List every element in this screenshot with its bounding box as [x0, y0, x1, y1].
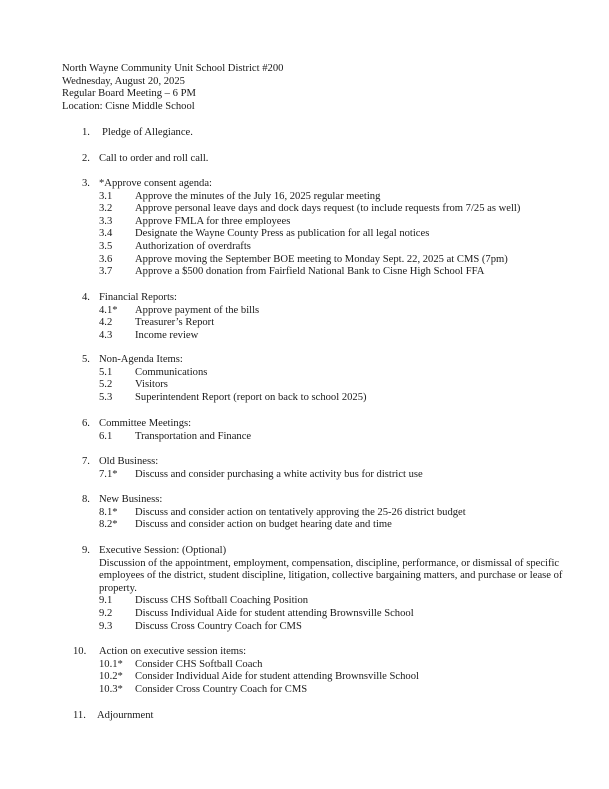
item-title: Committee Meetings: — [99, 418, 192, 429]
sub-item — [0, 228, 609, 241]
agenda-item-8 — [0, 494, 609, 532]
meeting-date: Wednesday, August 20, 2025 — [62, 75, 185, 87]
sub-item — [0, 684, 609, 697]
sub-item — [0, 191, 609, 204]
sub-item-number: 8.2* — [99, 519, 118, 531]
agenda-item-9 — [0, 545, 609, 633]
item-title: Executive Session: (Optional) — [99, 545, 227, 556]
sub-item — [0, 379, 609, 392]
item-title: *Approve consent agenda: — [99, 178, 212, 189]
sub-item-number: 4.2 — [99, 317, 113, 329]
agenda-item-6 — [0, 418, 609, 443]
sub-item-number: 9.1 — [99, 595, 113, 607]
sub-item-number: 9.3 — [99, 620, 113, 632]
sub-item-text: Approve payment of the bills — [135, 304, 260, 316]
sub-item — [0, 305, 609, 318]
sub-item-number: 3.7 — [99, 266, 113, 278]
sub-item-number: 5.3 — [99, 391, 113, 403]
item-title: Financial Reports: — [99, 292, 177, 303]
sub-item — [0, 367, 609, 380]
sub-item — [0, 392, 609, 405]
sub-item-number: 3.3 — [99, 215, 113, 227]
sub-item-text: Visitors — [135, 379, 168, 391]
agenda-item-2 — [0, 153, 609, 166]
meeting-type: Regular Board Meeting – 6 PM — [62, 88, 196, 100]
sub-item-number: 3.4 — [99, 228, 113, 240]
sub-item-text: Approve a $500 donation from Fairfield National Bank to Cisne High School FFA — [135, 266, 485, 278]
sub-item-text: Communications — [135, 366, 208, 378]
sub-item-number: 6.1 — [99, 430, 113, 442]
sub-item — [0, 507, 609, 520]
item-number: 11. — [73, 710, 86, 721]
sub-item-text: Discuss and consider action on budget hearing date and time — [135, 519, 392, 531]
agenda-item-4 — [0, 292, 609, 342]
sub-item-number: 3.2 — [99, 203, 113, 215]
sub-item — [0, 595, 609, 608]
item-number: 2. — [82, 153, 90, 164]
sub-item — [0, 241, 609, 254]
agenda-item-3 — [0, 178, 609, 279]
sub-item-text: Superintendent Report (report on back to school 2025) — [135, 391, 367, 403]
sub-item — [0, 254, 609, 267]
executive-session-description: Discussion of the appointment, employment, compensation, discipline, performance, or dismissal of specific employees of the district, student discipline, litigation, collective bargaining matters, and purchase or lease of property. — [99, 557, 563, 594]
item-title: Adjournment — [97, 710, 154, 721]
district-name: North Wayne Community Unit School District #200 — [62, 63, 284, 74]
sub-item — [0, 608, 609, 621]
sub-item-number: 10.3* — [99, 683, 123, 695]
item-number: 5. — [82, 354, 90, 365]
item-title: Action on executive session items: — [99, 646, 247, 657]
sub-item-number: 5.2 — [99, 379, 113, 391]
sub-item — [0, 431, 609, 444]
sub-item-text: Discuss and consider purchasing a white activity bus for district use — [135, 468, 423, 480]
sub-item — [0, 330, 609, 343]
sub-item-number: 4.1* — [99, 304, 118, 316]
sub-item-number: 8.1* — [99, 506, 118, 518]
sub-item — [0, 266, 609, 279]
sub-item — [0, 659, 609, 672]
sub-item-text: Discuss Cross Country Coach for CMS — [135, 620, 302, 632]
sub-item-number: 3.6 — [99, 253, 113, 265]
item-number: 1. — [82, 127, 90, 138]
sub-item-text: Consider Individual Aide for student attending Brownsville School — [135, 671, 419, 683]
agenda-item-5 — [0, 354, 609, 404]
sub-item-text: Approve personal leave days and dock days request (to include requests from 7/25 as well) — [135, 203, 521, 215]
sub-item-text: Approve FMLA for three employees — [135, 215, 291, 227]
item-number: 10. — [73, 646, 87, 657]
sub-item — [0, 203, 609, 216]
meeting-location: Location: Cisne Middle School — [62, 100, 195, 112]
sub-item-text: Discuss CHS Softball Coaching Position — [135, 595, 309, 607]
sub-item — [0, 621, 609, 634]
agenda-header — [62, 63, 283, 113]
sub-item — [0, 469, 609, 482]
agenda-item-7 — [0, 456, 609, 481]
sub-item-text: Approve the minutes of the July 16, 2025 regular meeting — [135, 190, 381, 202]
sub-item — [0, 317, 609, 330]
sub-item-text: Discuss and consider action on tentatively approving the 25-26 district budget — [135, 506, 466, 518]
item-title: Pledge of Allegiance. — [102, 127, 193, 138]
sub-item — [0, 671, 609, 684]
sub-item — [0, 216, 609, 229]
sub-item-number: 3.5 — [99, 240, 113, 252]
sub-item-text: Treasurer’s Report — [135, 317, 215, 329]
sub-item-text: Consider CHS Softball Coach — [135, 658, 263, 670]
sub-item-number: 3.1 — [99, 190, 113, 202]
sub-item-text: Transportation and Finance — [135, 430, 252, 442]
sub-item-text: Discuss Individual Aide for student attending Brownsville School — [135, 607, 414, 619]
sub-item-number: 4.3 — [99, 329, 113, 341]
sub-item-text: Approve moving the September BOE meeting to Monday Sept. 22, 2025 at CMS (7pm) — [135, 253, 508, 265]
sub-item-text: Consider Cross Country Coach for CMS — [135, 683, 308, 695]
sub-item-number: 5.1 — [99, 366, 113, 378]
item-title: New Business: — [99, 494, 163, 505]
sub-item-text: Designate the Wayne County Press as publication for all legal notices — [135, 228, 430, 240]
sub-item-text: Authorization of overdrafts — [135, 240, 251, 252]
item-number: 4. — [82, 292, 90, 303]
sub-item — [0, 519, 609, 532]
agenda-item-10 — [0, 646, 609, 696]
agenda-item-1 — [0, 127, 609, 140]
sub-item-number: 7.1* — [99, 468, 118, 480]
item-number: 6. — [82, 418, 90, 429]
item-number: 8. — [82, 494, 90, 505]
agenda-item-11 — [0, 710, 609, 723]
sub-item-text: Income review — [135, 329, 199, 341]
item-number: 3. — [82, 178, 90, 189]
sub-item-number: 9.2 — [99, 607, 113, 619]
item-number: 7. — [82, 456, 90, 467]
item-title: Non-Agenda Items: — [99, 354, 183, 365]
sub-item-number: 10.1* — [99, 658, 123, 670]
item-title: Call to order and roll call. — [99, 153, 209, 164]
sub-item-number: 10.2* — [99, 671, 123, 683]
item-number: 9. — [82, 545, 90, 556]
item-title: Old Business: — [99, 456, 159, 467]
